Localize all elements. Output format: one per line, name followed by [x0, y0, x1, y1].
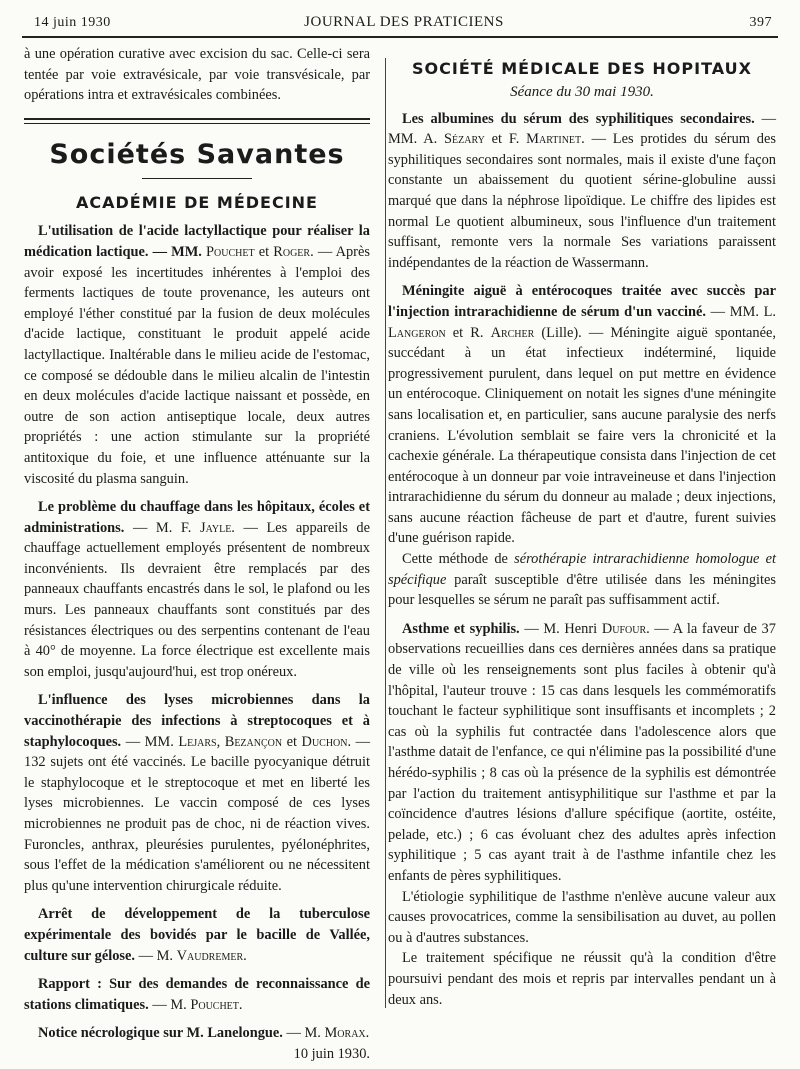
author-name: Pouchet. — [190, 996, 243, 1013]
academy-title: ACADÉMIE DE MÉDECINE — [76, 192, 318, 212]
title-underline — [142, 178, 252, 179]
intro-paragraph: à une opération curative avec excision du sac. Celle-ci sera tentée par voie extravésicale, par voie transvésicale, par opérations intra et extravésicales combinées. — [24, 46, 370, 104]
article-body: — Après avoir exposé les incertitudes inhérentes à l'emploi des ferments lactiques de toute provenance, les auteurs ont employé l'éther constitué par la fusion de deux molécules d'acide lactique, constituant le produit appelé acide lactyllactique. Inaltérable dans le milieu acide de l'estomac, ce composé se dédouble dans le milieu alcalin de l'intestin en deux molécules d'acide lactique naissant et possède, en outre de son action antiseptique locale, deux autres propriétés : une action stimulante sur la propriété antitoxique du foie, et une influence atténuante sur la viscosité du plasma sanguin. — [24, 243, 370, 487]
author-name: Duchon. — [301, 733, 352, 750]
author-city: (Lille). — [541, 324, 582, 341]
article-body: — 132 sujets ont été vaccinés. Le bacille pyocyanique détruit le staphylocoque et le streptocoque et met en liberté les lyses microbiennes. Le vaccin composé de ces lyses microbiennes ne produit pas de choc, ni de réaction vives. Furoncles, anthrax, pleurésies purulentes, pyélonéphrites, sous l'effet de la médication s'améliorent ou ne nécessitent plus qu'une intervention chirurgicale réduite. — [24, 733, 371, 894]
article-title: L'influence des lyses microbiennes dans la vaccinothérapie des infections à streptocoques et à staphylocoques. — [24, 692, 370, 750]
author-name: Pouchet — [206, 243, 255, 260]
left-column — [24, 44, 370, 1065]
authors-prefix: — MM. A. — [388, 110, 776, 148]
issue-date: 14 juin 1930 — [34, 15, 111, 30]
author-name: Sézary — [444, 131, 485, 148]
section-divider — [24, 118, 370, 124]
signature-date: 10 juin 1930. — [293, 1045, 370, 1062]
session-date: Séance du 30 mai 1930. — [510, 84, 654, 100]
text-run: Cette méthode de — [402, 551, 508, 568]
article-title: Les albumines du sérum des syphilitiques secondaires. — [402, 110, 755, 127]
authors-prefix: — M. — [138, 947, 173, 964]
article-meningite — [388, 281, 776, 549]
article-title: Rapport : Sur des demandes de reconnaissance de stations climatiques. — [24, 976, 370, 1013]
author-conj: et — [258, 243, 270, 260]
author-name: Lejars, — [178, 733, 221, 750]
article-title: Le problème du chauffage dans les hôpitaux, écoles et administrations. — [24, 499, 370, 536]
article-asthme — [388, 619, 776, 887]
column-divider — [385, 58, 386, 1008]
section-title: Sociétés Savantes — [49, 138, 345, 170]
authors-prefix: — MM. L. — [710, 303, 776, 320]
header-rule — [22, 36, 778, 38]
article-title: L'utilisation de l'acide lactyllactique pour réaliser la médication lactique. — [24, 223, 370, 260]
text-run: paraît susceptible d'être utilisée dans les méningites pour lesquelles se sérum ne paraît pas suffisamment actif. — [388, 571, 776, 609]
asthme-paragraph-2: L'étiologie syphilitique de l'asthme n'enlève aucune valeur aux causes provocatrices, comme la sensibilisation au duvet, au pollen ou à d'autres substances. — [388, 888, 776, 946]
author-conj: et F. — [491, 131, 520, 148]
article-body: — Les protides du sérum des syphilitiques secondaires sont normales, mais il existe d'une façon constante un abaissement du quotient sérine-globuline aussi marqué que dans la néphrose lipoïdique. Le chiffre des lipides est normal Le quotient albumineux, sous l'influence d'un traitement suffisant, remonte vers la normale Ses variations paraissent indépendantes de la réaction de Wassermann. — [388, 131, 776, 271]
page-number: 397 — [749, 15, 772, 30]
author-name: Archer — [490, 324, 535, 341]
article-notice — [24, 1023, 370, 1044]
article-rapport — [24, 974, 370, 1015]
article-albumines — [388, 109, 776, 274]
authors-prefix: — MM. — [125, 733, 174, 750]
authors-prefix: — M. — [286, 1025, 321, 1042]
article-body: — Méningite aiguë spontanée, succédant à un état infectieux indéterminé, liquide progressivement purulent, dans lequel on put mettre en évidence un entérocoque. Cliniquement on notait les signes d'une méningite sans localisation et, en particulier, sans aucune paralysie des nerfs craniens. L'évolution semblait se faire vers la chronicité et la cachexie générale. La thérapeutique consista dans l'injection de cet entérocoque à un donneur par voie intraveineuse et dans l'injection intrarachidienne du sérum du donneur au malade ; deux injections, sans aucune réaction fâcheuse de part et d'autre, furent suivies d'une guérison rapide. — [388, 324, 776, 547]
author-name: Martinet. — [526, 131, 585, 148]
asthme-paragraph-3: Le traitement spécifique ne réussit qu'à la condition d'être poursuivi pendant des mois et repris par intervalles pendant un à deux ans. — [388, 950, 776, 1008]
article-chauffage — [24, 497, 370, 682]
running-head — [28, 12, 780, 34]
article-title: Méningite aiguë à entérocoques traitée avec succès par l'injection intrarachidienne de sérum d'un vacciné. — [388, 283, 776, 320]
italic-run: sérothérapie intrarachidienne homologue et spécifique — [388, 551, 776, 588]
right-column — [388, 58, 776, 1010]
authors-prefix: — MM. — [152, 243, 202, 260]
author-name: Vaudremer. — [176, 947, 247, 964]
society-title: SOCIÉTÉ MÉDICALE DES HOPITAUX — [412, 59, 752, 78]
article-body: — Les appareils de chauffage actuellement employés présentent de nombreux inconvénients. Ils devraient être remplacés par des panneaux chauffants encastrés dans le sol, le plafond ou les murs. Les panneaux chauffants sont constitués par des résistances électriques ou des serpentins contenant de l'eau à 40° de moyenne. La force électrique est excellente mais son emploi, jusqu'aujourd'hui, est trop onéreux. — [24, 519, 370, 680]
author-name: Bezançon — [224, 733, 283, 750]
authors-prefix: — M. F. — [132, 519, 192, 536]
author-conj: et — [286, 733, 298, 750]
authors-prefix: — M. Henri — [524, 620, 598, 637]
author-name: Jayle. — [199, 519, 235, 536]
author-conj: et R. — [452, 324, 484, 341]
author-name: Dufour. — [601, 620, 650, 637]
article-lyses — [24, 690, 370, 896]
author-name: Morax. — [324, 1025, 370, 1042]
author-name: Langeron — [388, 324, 446, 341]
article-body: — A la faveur de 37 observations recueillies dans ces dernières années dans sa pratique de ville où les renseignements sont plus faciles à obtenir qu'à l'hôpital, l'auteur trouve : 15 cas dans lesquels les commémoratifs touchant le facteur syphilitique sont insuffisants et incomplets ; 2 cas où la syphilis fut contractée dans l'adolescence alors que l'asthme datait de l'enfance, ce qui n'élimine pas la possibilité d'une hérédo-syphilis ; 8 cas où la présence de la syphilis est démontrée par l'action du traitement antisyphilitique sur l'asthme et par la coïncidence d'autres lésions d'allure spécifique (aortite, ostéite, pelade, etc.) ; 6 cas évoluant chez des adultes après infection syphilitique ; 5 cas ayant trait à de l'asthme infantile chez les enfants de pères syphilitiques. — [388, 620, 776, 884]
meningite-paragraph-2 — [388, 549, 776, 611]
authors-prefix: — M. — [152, 996, 187, 1013]
article-title: Notice nécrologique sur M. Lanelongue. — [38, 1025, 283, 1042]
journal-title: JOURNAL DES PRATICIENS — [304, 14, 504, 30]
article-tuberculose — [24, 904, 370, 966]
article-title: Arrêt de développement de la tuberculose expérimentale des bovidés par le bacille de Vallée, culture sur gélose. — [24, 906, 370, 964]
article-title: Asthme et syphilis. — [402, 620, 520, 637]
article-lactyllactique — [24, 221, 370, 489]
author-name: Roger. — [273, 243, 314, 260]
